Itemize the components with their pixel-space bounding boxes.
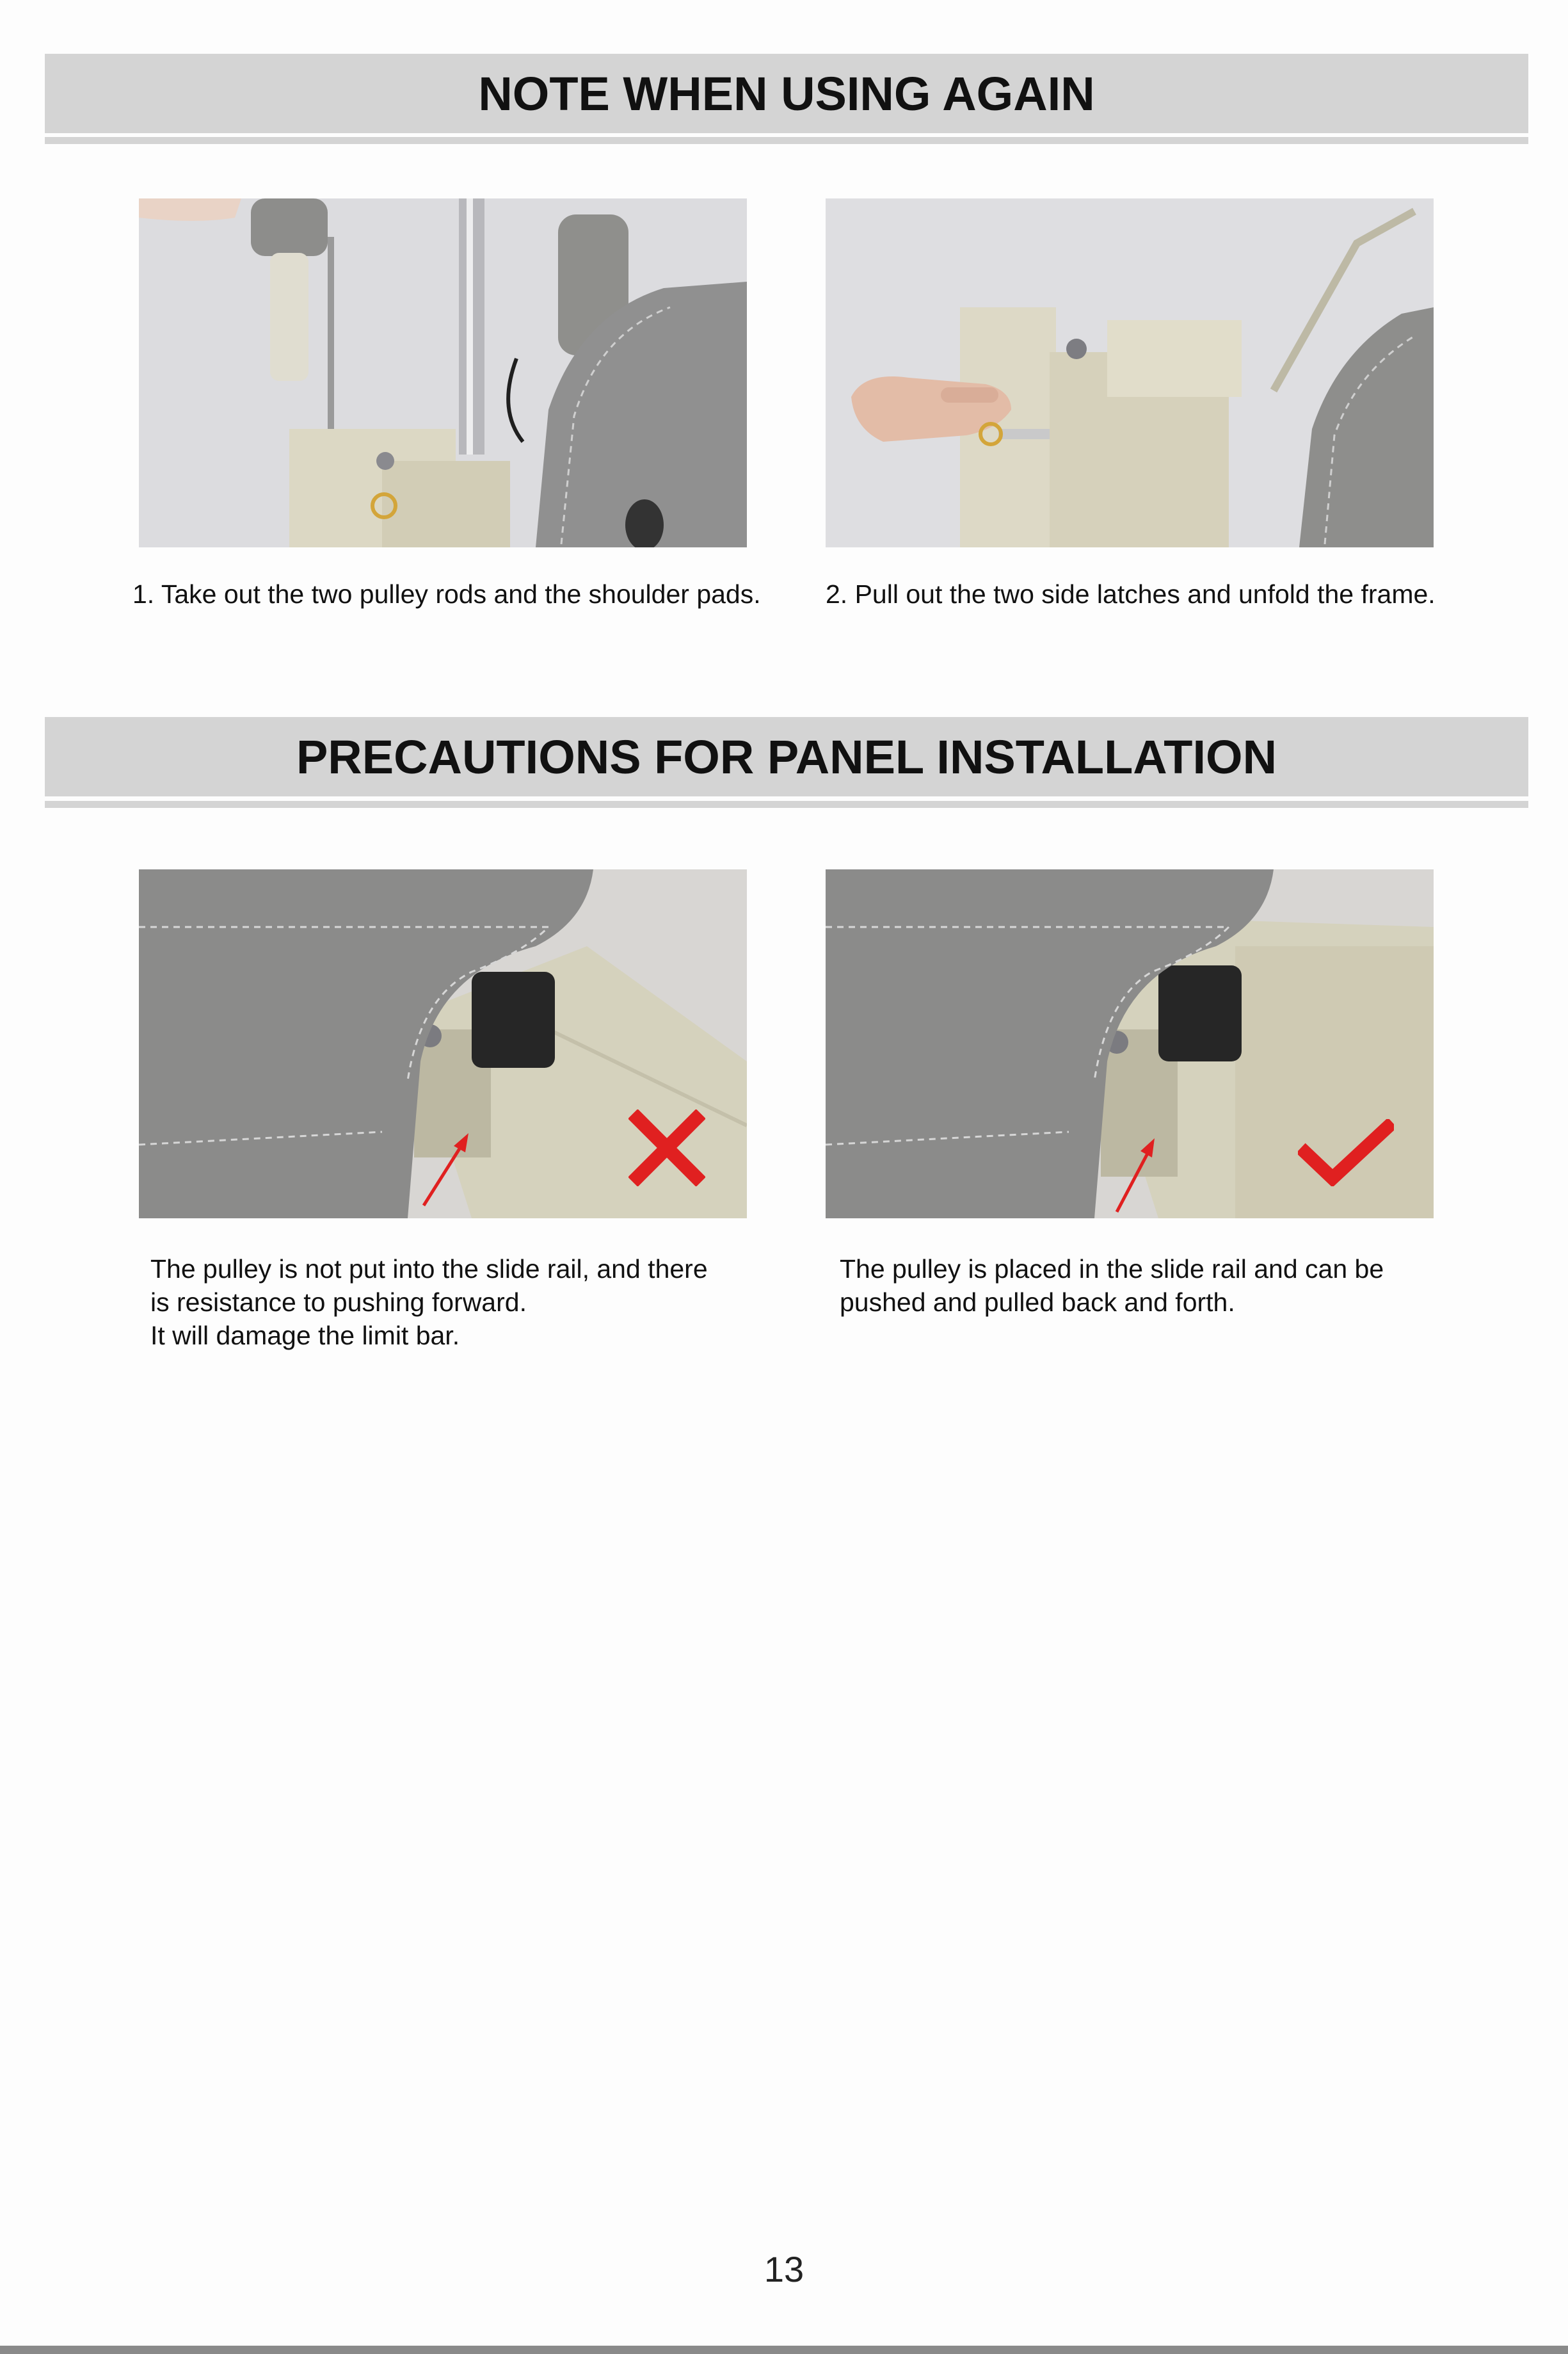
- page-number: 13: [764, 2249, 804, 2289]
- section-divider: [45, 137, 1528, 144]
- precaution-caption-incorrect: The pulley is not put into the slide rail, and there is resistance to pushing forward. It will damage the limit bar.: [150, 1254, 708, 1350]
- photo-side-latches: [826, 198, 1434, 547]
- pulley-rods-illustration: [139, 198, 747, 547]
- cross-mark-icon: [628, 1109, 705, 1186]
- section-title: PRECAUTIONS FOR PANEL INSTALLATION: [296, 730, 1277, 784]
- section-header-precautions: [45, 717, 1528, 796]
- step-caption-1: 1. Take out the two pulley rods and the shoulder pads.: [132, 579, 761, 609]
- photo-pulley-rods: [139, 198, 747, 547]
- check-mark-icon: [1298, 1119, 1394, 1186]
- photo-correct-installation: [826, 869, 1434, 1218]
- precaution-caption-correct: The pulley is placed in the slide rail and can be pushed and pulled back and forth.: [840, 1254, 1384, 1317]
- bottom-border: [0, 2346, 1568, 2354]
- step-caption-2: 2. Pull out the two side latches and unfold the frame.: [826, 579, 1436, 609]
- side-latch-illustration: [826, 198, 1434, 547]
- section-divider: [45, 801, 1528, 808]
- section-title: NOTE WHEN USING AGAIN: [478, 67, 1095, 120]
- section-header-note: [45, 54, 1528, 133]
- photo-incorrect-installation: [139, 869, 747, 1218]
